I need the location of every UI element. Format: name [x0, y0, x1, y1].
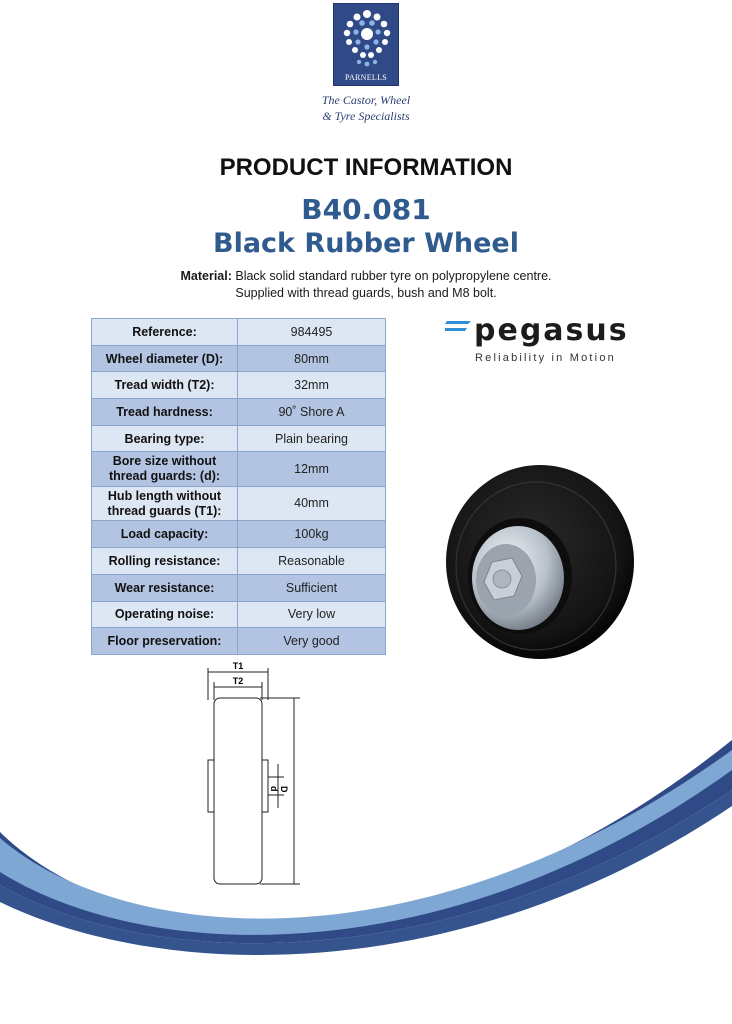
- spec-value: 90˚ Shore A: [238, 399, 386, 426]
- logo-label: PARNELLS: [344, 73, 388, 82]
- spec-row-reference: [92, 319, 386, 346]
- spec-label: Reference:: [92, 319, 238, 346]
- spec-row-bearing-type: [92, 425, 386, 452]
- decorative-wave: [0, 680, 732, 1024]
- brand-tagline-line1: The Castor, Wheel: [321, 93, 411, 107]
- parnells-dots-icon: [334, 4, 400, 74]
- spec-value: Sufficient: [238, 574, 386, 601]
- spec-label-line2: thread guards (T1):: [107, 503, 222, 518]
- spec-row-hub-length: [92, 486, 386, 521]
- spec-value: 80mm: [238, 345, 386, 372]
- spec-label: Operating noise:: [92, 601, 238, 628]
- spec-label: Tread hardness:: [92, 399, 238, 426]
- spec-label-line1: Bore size without: [112, 454, 217, 469]
- spec-row-wheel-diameter: [92, 345, 386, 372]
- parnells-logo: [333, 3, 399, 86]
- material-line2: Supplied with thread guards, bush and M8 bolt.: [235, 286, 497, 300]
- product-name: Black Rubber Wheel: [213, 228, 519, 259]
- material-label: Material:: [180, 269, 232, 283]
- spec-value: 40mm: [238, 486, 386, 521]
- spec-label: Tread width (T2):: [92, 372, 238, 399]
- spec-row-tread-hardness: [92, 399, 386, 426]
- spec-label-line1: Hub length without: [107, 488, 222, 503]
- label-t1: T1: [232, 661, 244, 671]
- page-title: PRODUCT INFORMATION: [219, 154, 513, 181]
- spec-value: 100kg: [238, 521, 386, 548]
- spec-value: 984495: [238, 319, 386, 346]
- brand-tagline-line2: & Tyre Specialists: [322, 109, 410, 123]
- spec-label: Wheel diameter (D):: [92, 345, 238, 372]
- spec-value: Plain bearing: [238, 425, 386, 452]
- material-line1: [0, 268, 732, 285]
- spec-row-bore-size: [92, 452, 386, 487]
- spec-label: Floor preservation:: [92, 628, 238, 655]
- wheel-photo: [440, 462, 636, 662]
- spec-value: Very low: [238, 601, 386, 628]
- spec-label: Rolling resistance:: [92, 548, 238, 575]
- spec-label: Bearing type:: [92, 425, 238, 452]
- spec-label: [92, 486, 238, 521]
- spec-row-operating-noise: [92, 601, 386, 628]
- label-d-large: D: [279, 786, 289, 793]
- pegasus-wordmark: pegasus: [474, 313, 629, 348]
- label-d-small: d: [269, 786, 279, 792]
- material-text1: Black solid standard rubber tyre on polypropylene centre.: [231, 269, 552, 283]
- spec-value: 12mm: [238, 452, 386, 487]
- spec-label: Wear resistance:: [92, 574, 238, 601]
- spec-value: Very good: [238, 628, 386, 655]
- spec-row-floor-preservation: [92, 628, 386, 655]
- spec-label: [92, 452, 238, 487]
- spec-value: 32mm: [238, 372, 386, 399]
- spec-row-load-capacity: [92, 521, 386, 548]
- spec-table: [91, 318, 386, 655]
- pegasus-tagline: Reliability in Motion: [475, 352, 616, 364]
- label-t2: T2: [232, 676, 244, 686]
- spec-label: Load capacity:: [92, 521, 238, 548]
- spec-row-wear-resistance: [92, 574, 386, 601]
- spec-row-rolling-resistance: [92, 548, 386, 575]
- spec-row-tread-width: [92, 372, 386, 399]
- spec-value: Reasonable: [238, 548, 386, 575]
- product-code: B40.081: [301, 193, 431, 226]
- spec-label-line2: thread guards: (d):: [108, 469, 221, 484]
